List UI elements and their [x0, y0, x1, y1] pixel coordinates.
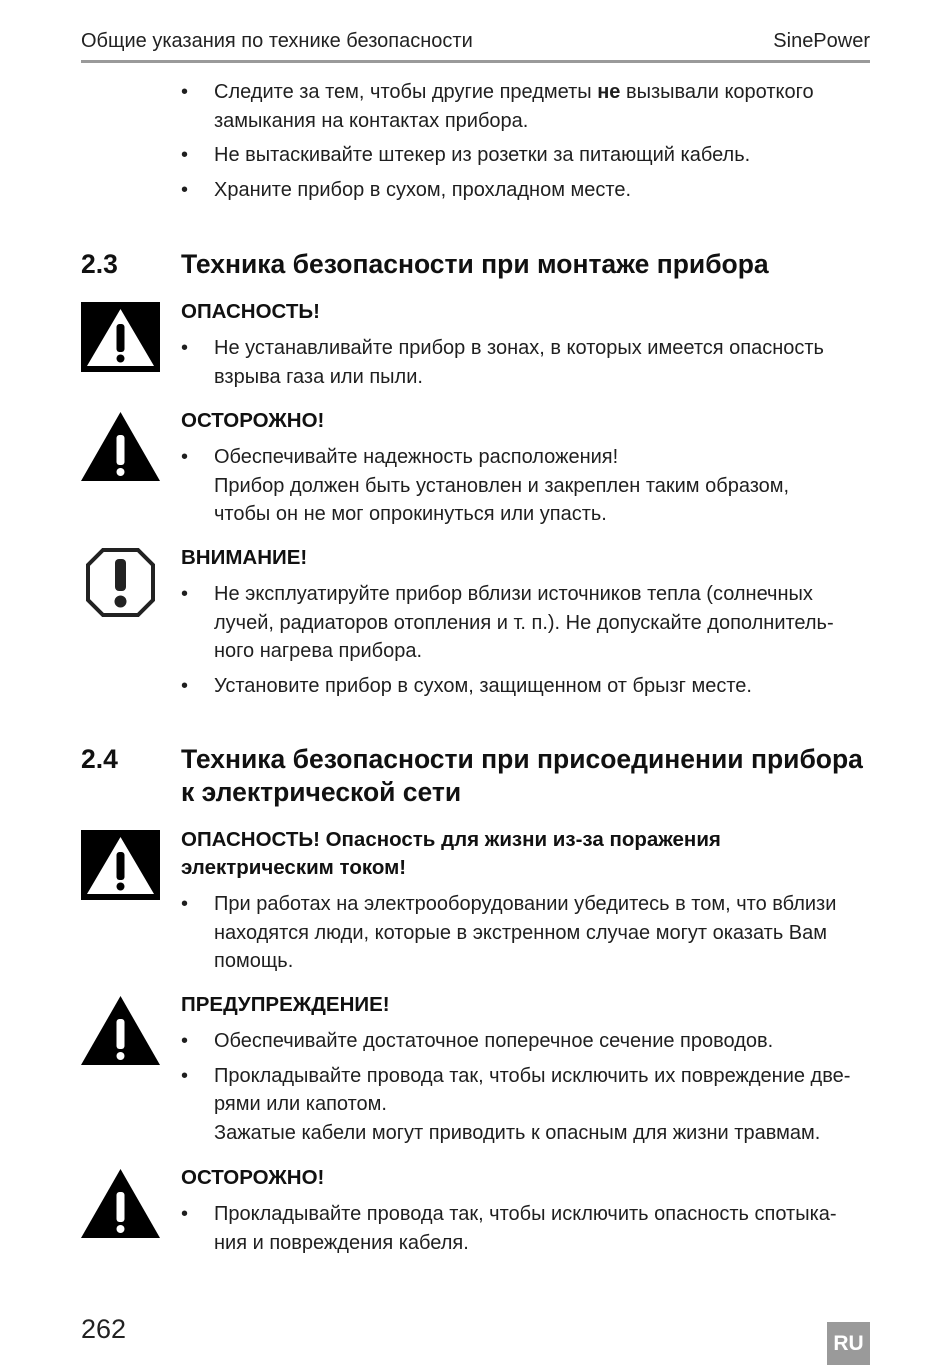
signal-word-danger: ОПАСНОСТЬ!	[181, 300, 320, 323]
list-item: • Храните прибор в сухом, прохладном месте.	[181, 176, 871, 205]
top-bullet-list	[181, 78, 871, 210]
section-title: Техника безопасности при присоединении прибора к электрической сети	[181, 744, 863, 807]
list-item: • Прокладывайте провода так, чтобы исключить их повреждение две- рями или капотом. Зажатые кабели могут приводить к опасным для жизни травмам.	[181, 1062, 871, 1148]
page-number: 262	[81, 1314, 127, 1344]
bullet-icon: •	[181, 178, 189, 201]
caution-triangle-icon	[81, 1168, 160, 1238]
signal-word-danger: ОПАСНОСТЬ! Опасность для жизни из-за поражения электрическим током!	[181, 828, 721, 879]
bullet-icon: •	[181, 1064, 189, 1087]
bullet-icon: •	[181, 81, 189, 103]
header-divider	[81, 60, 870, 63]
list-item: • Не вытаскивайте штекер из розетки за питающий кабель.	[181, 141, 871, 170]
signal-word-caution: ОСТОРОЖНО!	[181, 1166, 325, 1189]
language-badge: RU	[827, 1322, 870, 1365]
warning-triangle-icon	[81, 995, 160, 1065]
bullet-icon: •	[181, 1203, 189, 1225]
caution-list	[181, 443, 871, 535]
list-item: • Прокладывайте провода так, чтобы исключить опасность спотыка- ния и повреждения кабеля.	[181, 1200, 871, 1257]
bullet-icon: •	[181, 674, 189, 697]
signal-word-warning: ПРЕДУПРЕЖДЕНИЕ!	[181, 993, 390, 1016]
danger-warning-square-icon	[81, 302, 160, 372]
list-item: • Следите за тем, чтобы другие предметы не вызывали короткого замыкания на контактах прибора.	[181, 78, 871, 135]
bullet-icon: •	[181, 583, 189, 605]
section-number: 2.4	[81, 744, 118, 774]
danger-warning-square-icon	[81, 830, 160, 900]
caution-list	[181, 1200, 871, 1263]
signal-word-caution: ОСТОРОЖНО!	[181, 409, 325, 432]
list-item: • Не устанавливайте прибор в зонах, в которых имеется опасность взрыва газа или пыли.	[181, 334, 871, 391]
list-item: • Не эксплуатируйте прибор вблизи источников тепла (солнечных лучей, радиаторов отопления и т. п.). Не допускайте дополнитель- ного нагрева прибора.	[181, 580, 871, 666]
danger-list	[181, 334, 871, 397]
list-item: • Обеспечивайте надежность расположения! Прибор должен быть установлен и закреплен таким образом, чтобы он не мог опрокинуться или упасть.	[181, 443, 871, 529]
bullet-icon: •	[181, 337, 189, 359]
caution-triangle-icon	[81, 411, 160, 481]
section-title: Техника безопасности при монтаже прибора	[181, 249, 769, 279]
notice-list	[181, 580, 871, 706]
bullet-icon: •	[181, 446, 189, 468]
notice-octagon-icon	[81, 546, 160, 616]
page-header	[81, 30, 870, 62]
warning-list	[181, 1027, 871, 1153]
bullet-icon: •	[181, 144, 189, 166]
header-chapter-title: Общие указания по технике безопасности	[81, 30, 473, 52]
list-item: • Обеспечивайте достаточное поперечное сечение проводов.	[181, 1027, 871, 1056]
list-item: • Установите прибор в сухом, защищенном от брызг месте.	[181, 672, 871, 701]
signal-word-notice: ВНИМАНИЕ!	[181, 546, 308, 569]
danger-list	[181, 890, 871, 982]
header-product-name: SinePower	[773, 30, 870, 52]
section-number: 2.3	[81, 249, 118, 279]
list-item: • При работах на электрооборудовании убедитесь в том, что вблизи находятся люди, которые в экстренном случае могут оказать Вам помощь.	[181, 890, 871, 976]
bullet-icon: •	[181, 1030, 189, 1052]
bullet-icon: •	[181, 893, 189, 915]
